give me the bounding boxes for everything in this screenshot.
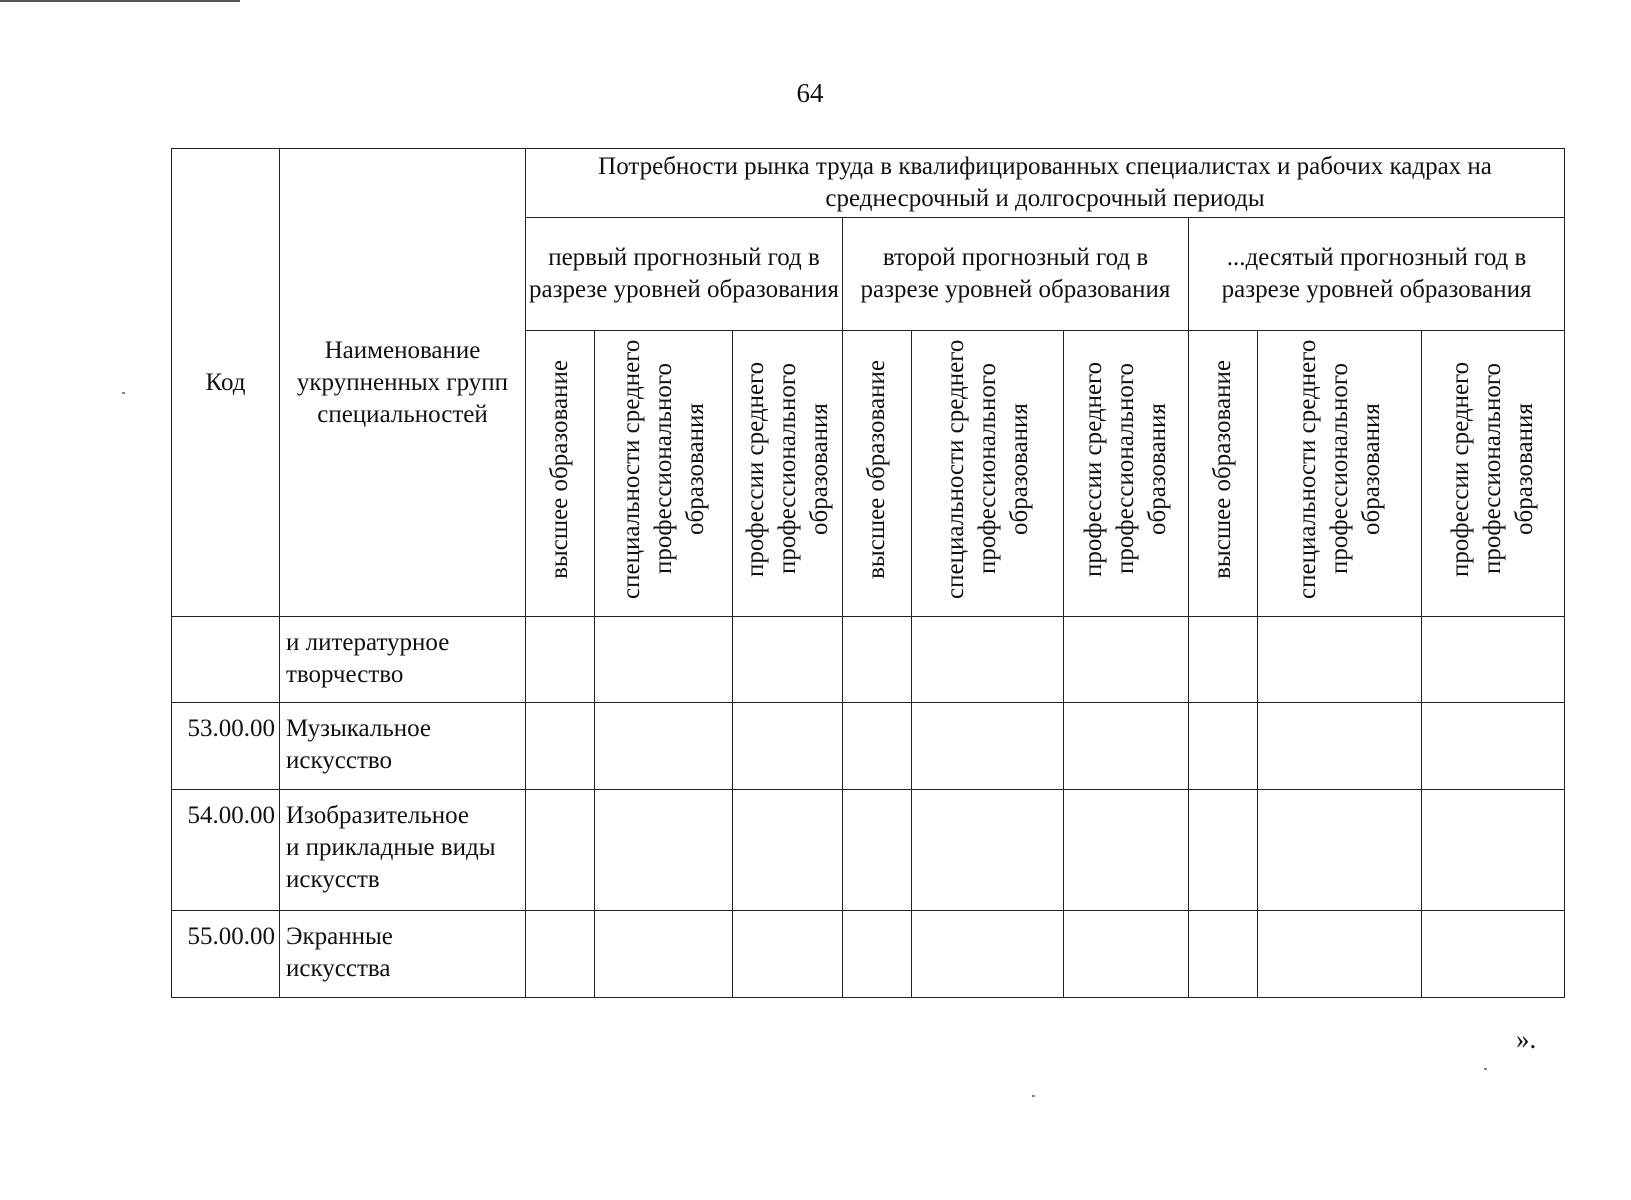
value-cell [1189, 911, 1258, 998]
value-cell [1189, 703, 1258, 790]
value-cell [1258, 617, 1422, 703]
level-header-6 [1064, 331, 1189, 617]
scan-speck [1032, 1095, 1035, 1097]
row-name: и литературное творчество [280, 617, 526, 703]
value-cell [526, 617, 595, 703]
main-header: Потребности рынка труда в квалифицированных специалистах и рабочих кадрах на среднесрочный и долгосрочный периоды [526, 149, 1565, 218]
value-cell [843, 617, 912, 703]
level-label: специальности среднего профессионального образования [941, 339, 1033, 599]
value-cell [1258, 911, 1422, 998]
level-header-1 [526, 331, 595, 617]
value-cell [1189, 617, 1258, 703]
value-cell [912, 617, 1064, 703]
level-header-8 [1258, 331, 1422, 617]
row-code: 53.00.00 [172, 703, 280, 790]
value-cell [843, 911, 912, 998]
level-header-5 [912, 331, 1064, 617]
table-row [172, 617, 1565, 703]
value-cell [595, 790, 733, 911]
value-cell [526, 911, 595, 998]
value-cell [843, 703, 912, 790]
page-number: 64 [796, 78, 824, 108]
value-cell [733, 703, 843, 790]
level-header-4 [843, 331, 912, 617]
value-cell [1422, 911, 1565, 998]
value-cell [595, 703, 733, 790]
level-label: специальности среднего профессионального образования [1293, 339, 1385, 599]
value-cell [843, 790, 912, 911]
value-cell [912, 790, 1064, 911]
name-header: Наименование укрупненных групп специальностей [280, 149, 526, 617]
row-name: Экранные искусства [280, 911, 526, 998]
value-cell [912, 911, 1064, 998]
level-header-9 [1422, 331, 1565, 617]
row-code [172, 617, 280, 703]
year-header-tenth: ...десятый прогнозный год в разрезе уровней образования [1189, 218, 1565, 331]
value-cell [733, 617, 843, 703]
value-cell [595, 617, 733, 703]
value-cell [1422, 617, 1565, 703]
code-header: Код [172, 149, 280, 617]
value-cell [1064, 911, 1189, 998]
value-cell [1064, 703, 1189, 790]
level-label: высшее образование [1209, 359, 1236, 579]
level-label: профессии среднего профессионального образования [741, 361, 833, 577]
level-label: высшее образование [863, 359, 890, 579]
table-row [172, 911, 1565, 998]
table-row [172, 790, 1565, 911]
level-label: специальности среднего профессионального образования [617, 339, 709, 599]
value-cell [1064, 617, 1189, 703]
closing-quote: ». [1516, 1024, 1537, 1054]
table-row [172, 703, 1565, 790]
scan-speck [122, 392, 125, 394]
level-header-7 [1189, 331, 1258, 617]
top-scan-rule [0, 0, 240, 2]
labor-demand-table [171, 148, 1565, 998]
value-cell [1422, 703, 1565, 790]
level-label: профессии среднего профессионального образования [1080, 361, 1171, 577]
level-label: профессии среднего профессионального образования [1447, 361, 1539, 577]
header-row-1 [172, 149, 1565, 218]
level-header-3 [733, 331, 843, 617]
row-name: Музыкальное искусство [280, 703, 526, 790]
value-cell [733, 911, 843, 998]
row-name: Изобразительное и прикладные виды искусств [280, 790, 526, 911]
level-header-2 [595, 331, 733, 617]
row-code: 55.00.00 [172, 911, 280, 998]
value-cell [733, 790, 843, 911]
value-cell [912, 703, 1064, 790]
value-cell [1422, 790, 1565, 911]
row-code: 54.00.00 [172, 790, 280, 911]
value-cell [526, 790, 595, 911]
value-cell [1258, 703, 1422, 790]
value-cell [1258, 790, 1422, 911]
value-cell [526, 703, 595, 790]
scan-speck [1484, 1068, 1487, 1070]
year-header-first: первый прогнозный год в разрезе уровней образования [526, 218, 843, 331]
year-header-second: второй прогнозный год в разрезе уровней образования [843, 218, 1189, 331]
value-cell [1064, 790, 1189, 911]
value-cell [1189, 790, 1258, 911]
value-cell [595, 911, 733, 998]
level-label: высшее образование [546, 359, 573, 579]
